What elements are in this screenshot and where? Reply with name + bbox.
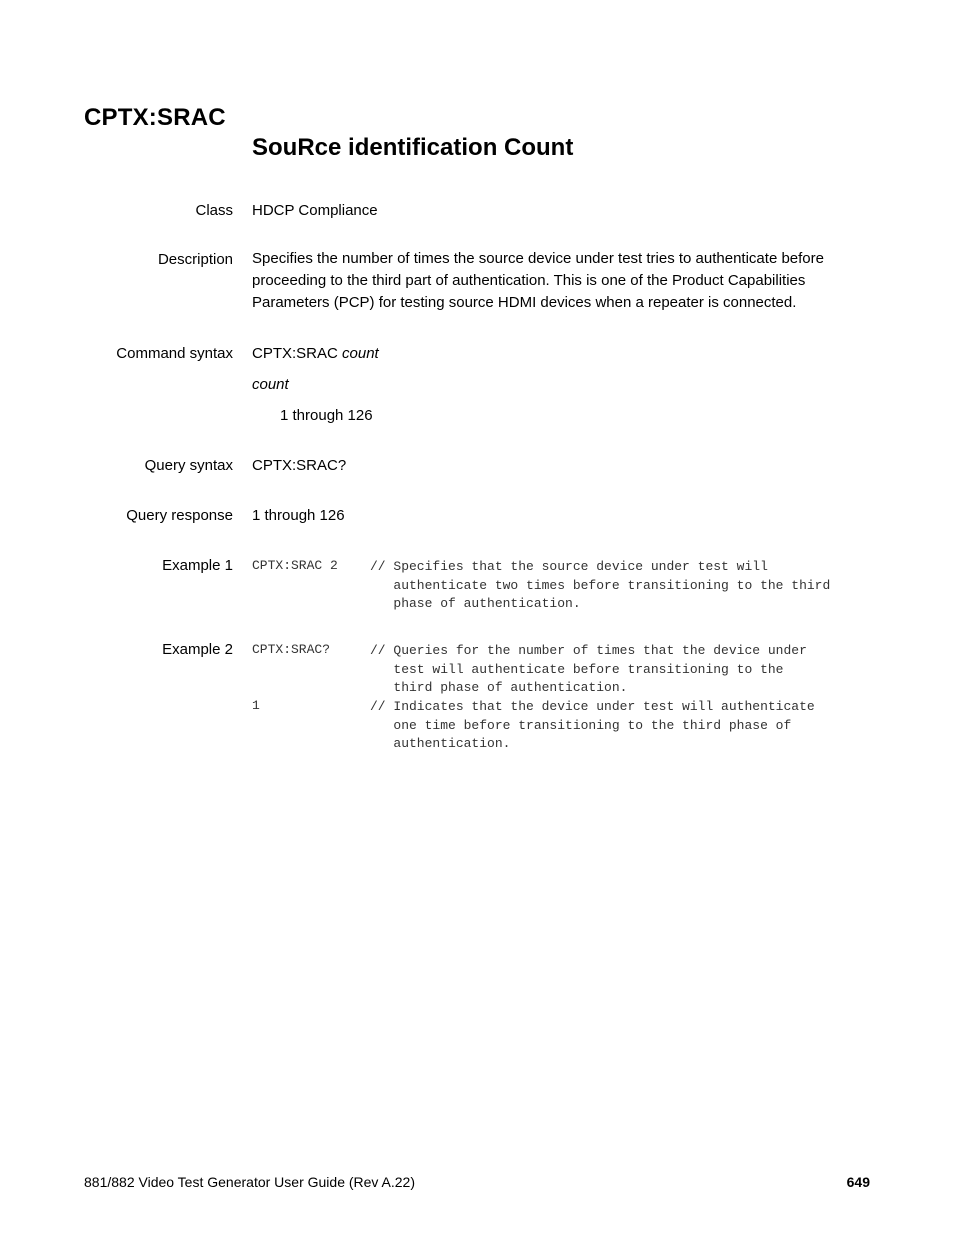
parameter-name bbox=[252, 376, 289, 393]
class-label: Class bbox=[195, 202, 233, 219]
example2-comment: // Queries for the number of times that the device under test will authenticate before transitioning to the third phase of authentication. bbox=[370, 643, 807, 696]
description-text: Specifies the number of times the source device under test tries to authenticate before proceeding to the third part of authentication. This is one of the Product Capabilities Parameters (PCP) for testing source HDMI devices when a repeater is connected. bbox=[252, 250, 824, 311]
example1-label: Example 1 bbox=[162, 557, 233, 574]
example2-label: Example 2 bbox=[162, 641, 233, 658]
parameter-range: 1 through 126 bbox=[280, 407, 373, 424]
example2-response-comment: // Indicates that the device under test will authenticate one time before transitioning to the third phase of authentication. bbox=[370, 699, 815, 752]
footer-guide-title: 881/882 Video Test Generator User Guide (Rev A.22) bbox=[84, 1174, 416, 1190]
footer-page-number: 649 bbox=[846, 1174, 870, 1190]
query-response-label: Query response bbox=[126, 507, 233, 524]
command-syntax-value bbox=[252, 345, 379, 362]
query-response-value: 1 through 126 bbox=[252, 507, 345, 524]
command-syntax-cmd: CPTX:SRAC bbox=[252, 345, 338, 362]
description-label: Description bbox=[157, 251, 233, 268]
example1-comment: // Specifies that the source device under test will authenticate two times before transitioning to the third phase of authentication. bbox=[370, 559, 831, 612]
command-syntax-label: Command syntax bbox=[116, 345, 233, 362]
query-syntax-value: CPTX:SRAC? bbox=[252, 457, 347, 474]
command-heading: CPTX:SRAC bbox=[84, 104, 226, 131]
query-syntax-label: Query syntax bbox=[144, 457, 233, 474]
example1-code: CPTX:SRAC 2 bbox=[252, 558, 338, 573]
class-value: HDCP Compliance bbox=[252, 202, 378, 219]
page-title: SouRce identification Count bbox=[252, 134, 574, 161]
example2-code: CPTX:SRAC? bbox=[252, 642, 331, 657]
parameter-name-text: count bbox=[252, 376, 289, 393]
command-syntax-param: count bbox=[342, 345, 379, 362]
example2-response-code: 1 bbox=[252, 698, 260, 713]
